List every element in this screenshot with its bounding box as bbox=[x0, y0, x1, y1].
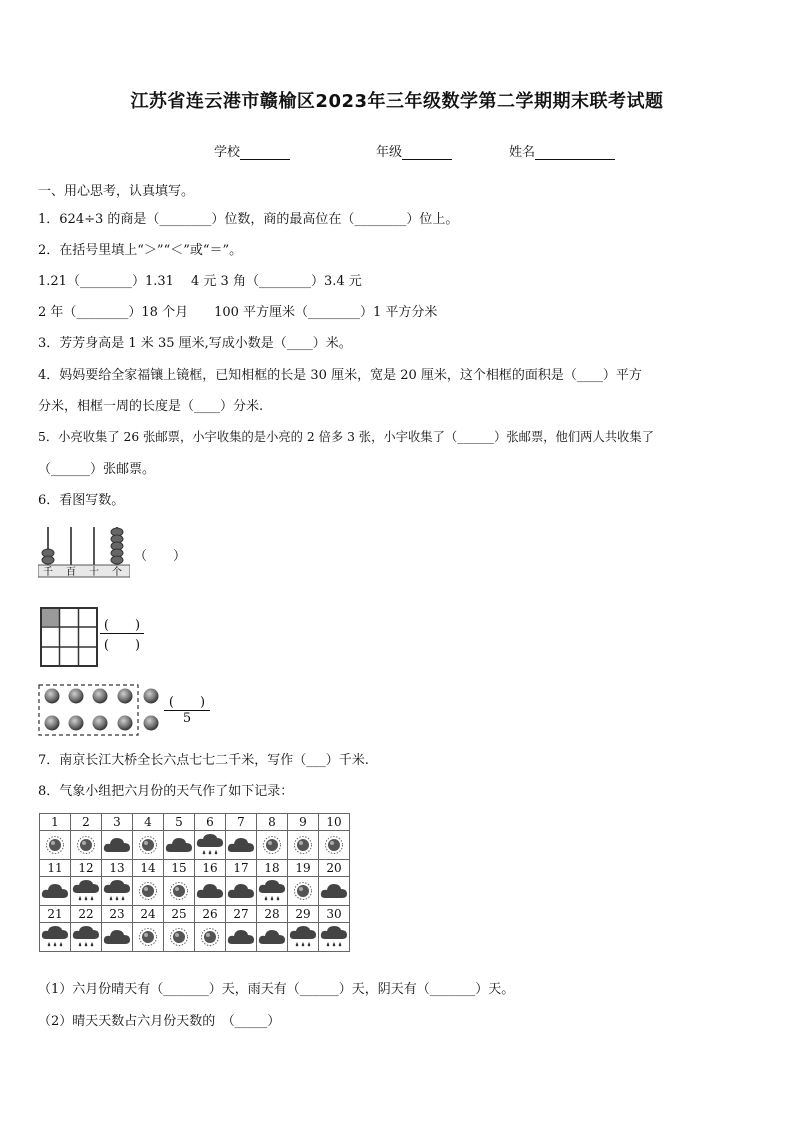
weather-table-wrap bbox=[39, 813, 350, 952]
sun-weather-icon bbox=[164, 877, 195, 906]
question-2: 2．在括号里填上“＞”“＜”或“＝”。 bbox=[38, 243, 243, 258]
rain-weather-icon bbox=[102, 877, 133, 906]
question-7: 7．南京长江大桥全长六点七七二千米，写作（___）千米. bbox=[38, 753, 369, 768]
rain-weather-icon bbox=[71, 877, 102, 906]
question-2-row-1: 1.21（________）1.31 4 元 3 角（________）3.4 元 bbox=[38, 274, 362, 289]
weather-day-cell: 23 bbox=[102, 906, 133, 923]
weather-day-cell: 6 bbox=[195, 814, 226, 831]
weather-day-cell: 24 bbox=[133, 906, 164, 923]
weather-day-cell: 5 bbox=[164, 814, 195, 831]
grid-figure bbox=[40, 607, 98, 671]
sun-weather-icon bbox=[319, 831, 350, 860]
weather-day-cell: 8 bbox=[257, 814, 288, 831]
cloud-weather-icon bbox=[226, 923, 257, 952]
abacus-label-ones: 个 bbox=[112, 567, 122, 578]
cloud-weather-icon bbox=[164, 831, 195, 860]
weather-day-cell: 1 bbox=[40, 814, 71, 831]
question-5-line-2: （______）张邮票。 bbox=[38, 462, 156, 477]
school-field bbox=[214, 141, 290, 160]
weather-table bbox=[39, 813, 350, 952]
weather-day-cell: 14 bbox=[133, 860, 164, 877]
sun-weather-icon bbox=[40, 831, 71, 860]
cloud-weather-icon bbox=[319, 877, 350, 906]
sun-weather-icon bbox=[71, 831, 102, 860]
weather-day-cell: 16 bbox=[195, 860, 226, 877]
weather-day-row bbox=[40, 906, 350, 923]
weather-day-cell: 4 bbox=[133, 814, 164, 831]
weather-day-cell: 27 bbox=[226, 906, 257, 923]
cloud-weather-icon bbox=[226, 831, 257, 860]
weather-day-cell: 2 bbox=[71, 814, 102, 831]
question-1: 1．624÷3 的商是（________）位数，商的最高位在（________）位上。 bbox=[38, 212, 459, 227]
sun-weather-icon bbox=[195, 923, 226, 952]
cloud-weather-icon bbox=[257, 923, 288, 952]
rain-weather-icon bbox=[257, 877, 288, 906]
sun-weather-icon bbox=[164, 923, 195, 952]
abacus-label-thousands: 千 bbox=[43, 567, 53, 578]
rain-weather-icon bbox=[195, 831, 226, 860]
grid-fraction bbox=[100, 614, 144, 653]
rain-weather-icon bbox=[40, 923, 71, 952]
cloud-weather-icon bbox=[226, 877, 257, 906]
grade-blank[interactable] bbox=[402, 145, 452, 160]
question-4-line-1: 4．妈妈要给全家福镶上镜框，已知相框的长是 30 厘米，宽是 20 厘米，这个相框的面积是（____）平方 bbox=[38, 368, 642, 383]
question-8: 8．气象小组把六月份的天气作了如下记录： bbox=[38, 784, 294, 799]
name-field bbox=[509, 141, 615, 160]
weather-day-cell: 11 bbox=[40, 860, 71, 877]
weather-day-cell: 20 bbox=[319, 860, 350, 877]
weather-day-cell: 25 bbox=[164, 906, 195, 923]
abacus-diagram bbox=[38, 523, 130, 583]
question-3: 3．芳芳身高是 1 米 35 厘米,写成小数是（____）米。 bbox=[38, 336, 352, 351]
weather-icon-row bbox=[40, 877, 350, 906]
weather-day-cell: 21 bbox=[40, 906, 71, 923]
weather-icon-row bbox=[40, 831, 350, 860]
weather-day-cell: 13 bbox=[102, 860, 133, 877]
weather-day-cell: 10 bbox=[319, 814, 350, 831]
weather-icon-row bbox=[40, 923, 350, 952]
grade-label: 年级 bbox=[376, 145, 403, 160]
circles-fraction bbox=[164, 691, 210, 726]
school-label: 学校 bbox=[214, 145, 241, 160]
abacus-answer[interactable]: （ ） bbox=[134, 549, 187, 564]
question-6: 6．看图写数。 bbox=[38, 493, 125, 508]
weather-day-row bbox=[40, 860, 350, 877]
grade-field bbox=[376, 141, 452, 160]
weather-day-cell: 15 bbox=[164, 860, 195, 877]
sun-weather-icon bbox=[133, 923, 164, 952]
name-blank[interactable] bbox=[535, 145, 615, 160]
section-heading: 一、用心思考，认真填写。 bbox=[38, 184, 195, 199]
page-title: 江苏省连云港市赣榆区2023年三年级数学第二学期期末联考试题 bbox=[130, 91, 664, 112]
weather-day-cell: 18 bbox=[257, 860, 288, 877]
name-label: 姓名 bbox=[509, 145, 536, 160]
weather-day-cell: 19 bbox=[288, 860, 319, 877]
rain-weather-icon bbox=[319, 923, 350, 952]
sun-weather-icon bbox=[257, 831, 288, 860]
sun-weather-icon bbox=[288, 831, 319, 860]
circles-diagram bbox=[38, 684, 164, 738]
abacus-label-tens: 十 bbox=[89, 567, 99, 578]
weather-day-cell: 17 bbox=[226, 860, 257, 877]
weather-day-cell: 12 bbox=[71, 860, 102, 877]
abacus-label-hundreds: 百 bbox=[66, 567, 76, 578]
rain-weather-icon bbox=[71, 923, 102, 952]
fraction-grid bbox=[40, 607, 98, 667]
weather-day-cell: 22 bbox=[71, 906, 102, 923]
cloud-weather-icon bbox=[102, 831, 133, 860]
weather-day-cell: 7 bbox=[226, 814, 257, 831]
weather-day-cell: 30 bbox=[319, 906, 350, 923]
sun-weather-icon bbox=[133, 831, 164, 860]
cloud-weather-icon bbox=[195, 877, 226, 906]
weather-day-cell: 28 bbox=[257, 906, 288, 923]
weather-day-cell: 26 bbox=[195, 906, 226, 923]
cloud-weather-icon bbox=[40, 877, 71, 906]
question-8-part-1: （1）六月份晴天有（_______）天，雨天有（______）天，阴天有（_______）天。 bbox=[38, 982, 515, 997]
abacus-figure bbox=[38, 523, 130, 587]
grid-fraction-numerator[interactable]: ( ) bbox=[103, 618, 141, 633]
grid-fraction-denominator[interactable]: ( ) bbox=[100, 633, 144, 653]
question-2-row-2: 2 年（________）18 个月 100 平方厘米（________）1 平方分米 bbox=[38, 305, 438, 320]
sun-weather-icon bbox=[133, 877, 164, 906]
school-blank[interactable] bbox=[240, 145, 290, 160]
sun-weather-icon bbox=[288, 877, 319, 906]
question-8-part-2: （2）晴天天数占六月份天数的 （_____） bbox=[38, 1014, 281, 1029]
circles-fraction-denominator: 5 bbox=[164, 710, 210, 726]
rain-weather-icon bbox=[288, 923, 319, 952]
weather-day-cell: 3 bbox=[102, 814, 133, 831]
circles-figure bbox=[38, 684, 164, 742]
weather-day-cell: 9 bbox=[288, 814, 319, 831]
cloud-weather-icon bbox=[102, 923, 133, 952]
weather-day-cell: 29 bbox=[288, 906, 319, 923]
weather-day-row bbox=[40, 814, 350, 831]
question-4-line-2: 分米，相框一周的长度是（____）分米. bbox=[38, 399, 264, 414]
question-5-line-1: 5．小亮收集了 26 张邮票，小宇收集的是小亮的 2 倍多 3 张，小宇收集了（______）张邮票，他们两人共收集了 bbox=[38, 430, 654, 444]
circles-fraction-numerator[interactable]: ( ) bbox=[168, 695, 206, 710]
